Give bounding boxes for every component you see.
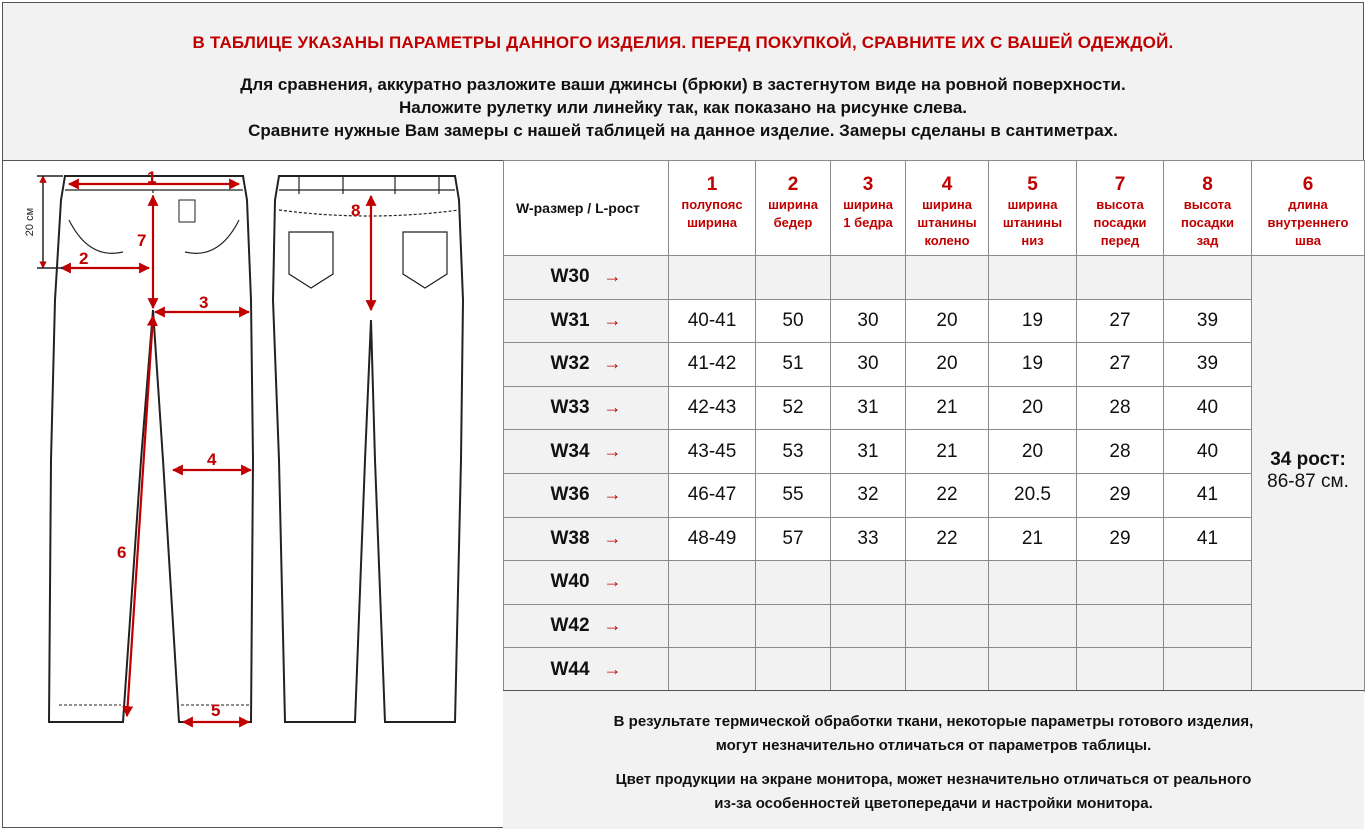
arrow-right-icon: → — [603, 658, 622, 679]
column-header: 4 ширина штанины колено — [906, 161, 989, 256]
table-row — [504, 343, 1365, 387]
size-cell — [504, 386, 669, 430]
measurement-cell — [1077, 561, 1164, 605]
size-table-wrap — [503, 160, 1364, 690]
measurement-cell: 29 — [1077, 473, 1164, 517]
size-cell — [504, 256, 669, 300]
jeans-back-outline — [273, 176, 463, 722]
measurement-cell — [1164, 648, 1252, 692]
measurement-cell: 40 — [1164, 430, 1252, 474]
inseam-value — [1252, 449, 1364, 493]
measurement-cell: 21 — [906, 430, 989, 474]
measurement-cell — [669, 648, 756, 692]
measurement-cell: 52 — [756, 386, 831, 430]
measurement-cell — [989, 561, 1077, 605]
size-label: W32 — [550, 353, 590, 375]
measurement-cell — [1077, 256, 1164, 300]
measurement-cell: 21 — [989, 517, 1077, 561]
measurement-cell: 55 — [756, 473, 831, 517]
measurement-cell — [1164, 604, 1252, 648]
measurement-cell: 32 — [831, 473, 906, 517]
measurement-cell — [1077, 648, 1164, 692]
column-header: 8 высота посадки зад — [1164, 161, 1252, 256]
measurement-cell — [756, 648, 831, 692]
header-panel — [3, 3, 1363, 161]
size-column-header: W-размер / L-рост — [504, 161, 669, 256]
measurement-cell — [669, 561, 756, 605]
instructions — [3, 73, 1363, 142]
notes-panel — [503, 690, 1364, 829]
arrow-right-icon: → — [603, 440, 622, 461]
measurement-cell: 27 — [1077, 299, 1164, 343]
measurement-cell: 29 — [1077, 517, 1164, 561]
measurement-cell: 42-43 — [669, 386, 756, 430]
instruction-line-3: Сравните нужные Вам замеры с нашей таблицей на данное изделие. Замеры сделаны в сантиметрах. — [248, 121, 1118, 140]
measurement-cell: 21 — [906, 386, 989, 430]
size-cell — [504, 343, 669, 387]
measurement-cell: 28 — [1077, 430, 1164, 474]
size-label: W34 — [550, 440, 590, 462]
column-header: 5 ширина штанины низ — [989, 161, 1077, 256]
mark-3: 3 — [199, 293, 209, 312]
measurement-cell — [669, 256, 756, 300]
measurement-cell: 28 — [1077, 386, 1164, 430]
note-fabric-line-2: могут незначительно отличаться от параметров таблицы. — [715, 737, 1152, 754]
measurement-cell — [756, 256, 831, 300]
measurement-cell: 33 — [831, 517, 906, 561]
arrow-right-icon: → — [603, 615, 622, 636]
measurement-cell: 20.5 — [989, 473, 1077, 517]
measurement-cell — [989, 648, 1077, 692]
measurement-cell: 57 — [756, 517, 831, 561]
table-row — [504, 430, 1365, 474]
measurement-cell — [831, 561, 906, 605]
measurement-cell — [1077, 604, 1164, 648]
size-cell — [504, 430, 669, 474]
measurement-cell — [989, 604, 1077, 648]
table-header-row — [504, 161, 1365, 256]
measurement-cell: 40-41 — [669, 299, 756, 343]
measurement-cell: 20 — [906, 299, 989, 343]
mark-6: 6 — [117, 543, 127, 562]
size-cell — [504, 604, 669, 648]
measurement-cell: 30 — [831, 343, 906, 387]
measurement-cell — [906, 648, 989, 692]
note-fabric-line-1: В результате термической обработки ткани, некоторые параметры готового изделия, — [613, 713, 1254, 730]
measurement-cell: 41 — [1164, 517, 1252, 561]
column-header: 2 ширина бедер — [756, 161, 831, 256]
arrow-right-icon: → — [603, 484, 622, 505]
measurement-cell — [989, 256, 1077, 300]
table-row — [504, 648, 1365, 692]
measurement-cell: 31 — [831, 430, 906, 474]
size-label: W42 — [550, 615, 590, 637]
size-label: W30 — [550, 266, 590, 288]
note-color-line-2: из-за особенностей цветопередачи и настройки монитора. — [714, 795, 1153, 812]
size-label: W36 — [550, 484, 590, 506]
measurement-cell: 19 — [989, 343, 1077, 387]
arrow-right-icon: → — [603, 571, 622, 592]
measurement-cell: 31 — [831, 386, 906, 430]
column-header: 3 ширина 1 бедра — [831, 161, 906, 256]
measurement-cell: 41-42 — [669, 343, 756, 387]
column-header: 6 длина внутреннего шва — [1252, 161, 1365, 256]
note-color — [503, 768, 1364, 816]
measurement-cell: 20 — [989, 386, 1077, 430]
note-fabric — [503, 710, 1364, 758]
inseam-line-1: 34 рост: — [1270, 449, 1346, 470]
mark-5: 5 — [211, 701, 221, 720]
inseam-cell — [1252, 256, 1365, 692]
column-header: 1 полупояс ширина — [669, 161, 756, 256]
measurement-cell — [756, 604, 831, 648]
size-chart — [2, 2, 1364, 828]
measurement-cell: 48-49 — [669, 517, 756, 561]
measurement-cell: 22 — [906, 473, 989, 517]
measurement-cell: 39 — [1164, 299, 1252, 343]
measurement-cell: 46-47 — [669, 473, 756, 517]
table-row — [504, 517, 1365, 561]
measurement-cell: 40 — [1164, 386, 1252, 430]
measurement-cell — [831, 256, 906, 300]
measurement-cell: 50 — [756, 299, 831, 343]
size-table — [503, 160, 1365, 692]
measurement-cell — [906, 604, 989, 648]
size-label: W33 — [550, 397, 590, 419]
table-row — [504, 256, 1365, 300]
note-color-line-1: Цвет продукции на экране монитора, может незначительно отличаться от реального — [615, 771, 1252, 788]
measurement-cell — [831, 648, 906, 692]
measurement-cell — [831, 604, 906, 648]
measurement-cell — [1164, 561, 1252, 605]
measurement-cell — [906, 561, 989, 605]
table-row — [504, 299, 1365, 343]
measurement-cell — [756, 561, 831, 605]
table-row — [504, 561, 1365, 605]
measurement-cell: 43-45 — [669, 430, 756, 474]
height-label: 20 см — [24, 207, 36, 237]
mark-8: 8 — [351, 201, 361, 220]
size-label: W40 — [550, 571, 590, 593]
measurement-cell: 53 — [756, 430, 831, 474]
measurement-cell: 27 — [1077, 343, 1164, 387]
measurement-cell: 20 — [989, 430, 1077, 474]
inseam-line-2: 86-87 см. — [1267, 471, 1349, 492]
arrow-right-icon: → — [603, 266, 622, 287]
size-cell — [504, 517, 669, 561]
measurement-cell: 39 — [1164, 343, 1252, 387]
jeans-measurement-drawing — [3, 160, 503, 828]
table-row — [504, 604, 1365, 648]
measurement-cell — [1164, 256, 1252, 300]
size-cell — [504, 299, 669, 343]
jeans-diagram — [3, 160, 503, 828]
measurement-cell: 41 — [1164, 473, 1252, 517]
mark-1: 1 — [147, 168, 157, 187]
arrow-right-icon: → — [603, 353, 622, 374]
measurement-cell — [669, 604, 756, 648]
instruction-line-1: Для сравнения, аккуратно разложите ваши джинсы (брюки) в застегнутом виде на ровной поверхности. — [240, 75, 1126, 94]
measurement-cell: 19 — [989, 299, 1077, 343]
size-label: W38 — [550, 527, 590, 549]
mark-4: 4 — [207, 450, 217, 469]
measurement-cell — [906, 256, 989, 300]
measurement-cell: 51 — [756, 343, 831, 387]
measurement-cell: 20 — [906, 343, 989, 387]
arrow-right-icon: → — [603, 397, 622, 418]
size-cell — [504, 561, 669, 605]
size-label: W31 — [550, 309, 590, 331]
column-header: 7 высота посадки перед — [1077, 161, 1164, 256]
arrow-right-icon: → — [603, 527, 622, 548]
table-row — [504, 473, 1365, 517]
measurement-cell: 30 — [831, 299, 906, 343]
warning-title: В ТАБЛИЦЕ УКАЗАНЫ ПАРАМЕТРЫ ДАННОГО ИЗДЕЛИЯ. ПЕРЕД ПОКУПКОЙ, СРАВНИТЕ ИХ С ВАШЕЙ ОДЕЖДОЙ. — [192, 33, 1174, 52]
mark-2: 2 — [79, 249, 89, 268]
size-label: W44 — [550, 658, 590, 680]
instruction-line-2: Наложите рулетку или линейку так, как показано на рисунке слева. — [398, 98, 968, 117]
table-row — [504, 386, 1365, 430]
arrow-right-icon: → — [603, 309, 622, 330]
size-cell — [504, 648, 669, 692]
size-cell — [504, 473, 669, 517]
measurement-cell: 22 — [906, 517, 989, 561]
mark-7: 7 — [137, 231, 147, 250]
